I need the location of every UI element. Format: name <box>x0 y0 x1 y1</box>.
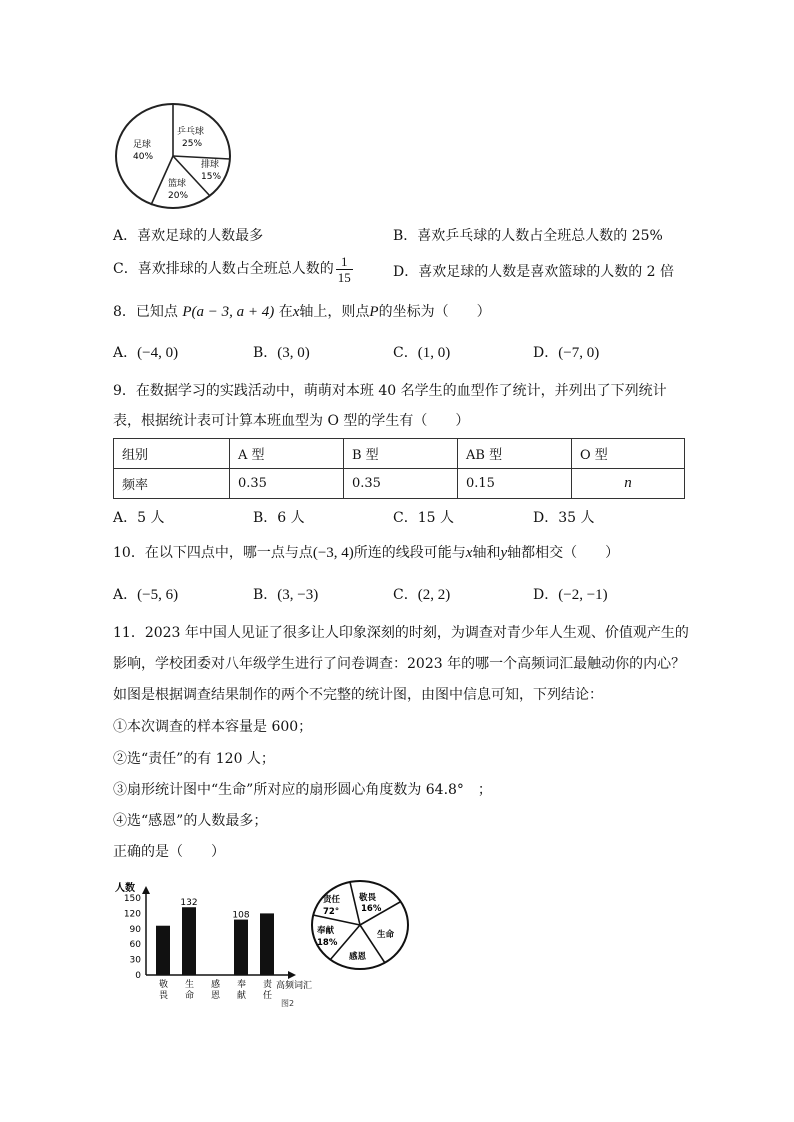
bar-责任 <box>260 913 274 975</box>
pie1-label-football: 足球 <box>133 140 152 150</box>
q10-option-b[interactable]: B．(3, −3) <box>253 587 319 603</box>
pie2-pct-dedication: 18% <box>317 938 338 948</box>
q10-option-a[interactable]: A．(−5, 6) <box>113 587 179 603</box>
bar-chart-keywords <box>113 876 313 1016</box>
q10-stem: 10．在以下四点中，哪一点与点(−3, 4)所连的线段可能与x轴和y轴都相交（ ） <box>113 545 620 561</box>
bar-category-label: 敬畏 <box>159 980 169 1001</box>
bar-x-axis-label <box>276 979 312 1008</box>
pie-chart-sports <box>113 100 235 212</box>
table-cell: O 型 <box>572 439 685 469</box>
q7-option-a[interactable]: A．喜欢足球的人数最多 <box>113 228 264 244</box>
q11-stem-line2: 影响，学校团委对八年级学生进行了问卷调查：2023 年的哪一个高频词汇最触动你的内心？ <box>113 656 686 672</box>
bar-y-tick-label: 120 <box>123 909 141 920</box>
svg-text:高频词汇: 高频词汇 <box>276 981 313 991</box>
bar-生命 <box>182 907 196 975</box>
q11-statement-4: ④选“感恩”的人数最多； <box>113 813 268 829</box>
q7-option-b[interactable]: B．喜欢乒乓球的人数占全班总人数的 25% <box>393 228 663 244</box>
q11-stem-line1: 11．2023 年中国人见证了很多让人印象深刻的时刻，为调查对青少年人生观、价值观产生的 <box>113 625 689 641</box>
pie1-pct-volleyball: 15% <box>201 172 222 182</box>
pie1-pct-pingpong: 25% <box>182 139 203 149</box>
q9-option-b[interactable]: B．6 人 <box>253 510 305 526</box>
table-cell: A 型 <box>230 439 344 469</box>
svg-text:图2: 图2 <box>281 999 295 1008</box>
bar-category-label: 责任 <box>263 980 273 1001</box>
q10-option-d[interactable]: D．(−2, −1) <box>533 587 608 603</box>
q8-option-b[interactable]: B．(3, 0) <box>253 345 310 361</box>
bar-y-tick-label: 60 <box>129 940 141 951</box>
table-row <box>114 469 685 499</box>
pie1-pct-basketball: 20% <box>168 191 189 201</box>
q8-point: P(a − 3, a + 4) <box>182 304 275 320</box>
q9-stem-line2: 表，根据统计表可计算本班血型为 O 型的学生有（ ） <box>113 413 470 429</box>
table-cell: B 型 <box>344 439 458 469</box>
pie-chart-keywords <box>307 876 417 972</box>
pie1-label-pingpong: 乒乓球 <box>177 127 205 137</box>
q8-option-d[interactable]: D．(−7, 0) <box>533 345 600 361</box>
bar-y-tick-label: 30 <box>129 955 141 966</box>
bar-categories <box>159 978 273 1001</box>
x-axis-arrow-icon <box>288 971 296 979</box>
fraction-one-fifteenth: $\frac{1}{15}$ <box>337 253 351 285</box>
pie1-pct-football: 40% <box>133 152 154 162</box>
q8-option-a[interactable]: A．(−4, 0) <box>113 345 179 361</box>
q7-option-d[interactable]: D．喜欢足球的人数是喜欢篮球的人数的 2 倍 <box>393 264 675 280</box>
table-cell: 频率 <box>114 469 230 499</box>
q8-stem: 8．已知点 P(a − 3, a + 4) 在x轴上，则点P的坐标为（ ） <box>113 304 491 320</box>
q9-stem-line1: 9．在数据学习的实践活动中，萌萌对本班 40 名学生的血型作了统计，并列出了下列统计 <box>113 383 667 399</box>
pie2-label-responsibility: 责任 <box>323 895 341 905</box>
q7-option-c-text: C．喜欢排球的人数占全班总人数的 <box>113 261 334 277</box>
q11-stem-line3: 如图是根据调查结果制作的两个不完整的统计图，由图中信息可知，下列结论： <box>113 687 603 703</box>
pie2-label-gratitude: 感恩 <box>349 952 367 962</box>
bar-y-tick-label: 90 <box>129 924 141 935</box>
table-cell: n <box>572 469 685 499</box>
bar-y-tick-label: 150 <box>123 894 141 904</box>
pie2-label-awe: 敬畏 <box>359 893 377 903</box>
pie1-label-volleyball: 排球 <box>201 160 220 170</box>
q9-option-a[interactable]: A．5 人 <box>113 510 165 526</box>
q11-statement-2: ②选“责任”的有 120 人； <box>113 751 275 767</box>
bar-y-axis-label: 人数 <box>115 883 135 894</box>
table-cell: 0.15 <box>458 469 572 499</box>
table-header-row <box>114 439 685 469</box>
bar-value-label: 108 <box>232 910 250 921</box>
table-cell: AB 型 <box>458 439 572 469</box>
pie2-label-life: 生命 <box>377 930 395 940</box>
bar-value-label: 132 <box>180 898 198 909</box>
q11-statement-1: ①本次调查的样本容量是 600； <box>113 719 313 735</box>
bar-y-tick-label: 0 <box>135 971 141 981</box>
blood-type-table <box>113 438 685 499</box>
pie2-pct-awe: 16% <box>361 904 382 914</box>
bar-敬畏 <box>156 926 170 975</box>
pie1-label-basketball: 篮球 <box>168 179 187 189</box>
table-cell: 组别 <box>114 439 230 469</box>
bar-y-ticks <box>124 894 141 981</box>
q7-option-c[interactable] <box>113 252 355 286</box>
q11-question: 正确的是（ ） <box>113 844 225 860</box>
table-cell: 0.35 <box>230 469 344 499</box>
y-axis-arrow-icon <box>142 886 150 894</box>
q11-statement-3: ③扇形统计图中“生命”所对应的扇形圆心角度数为 64.8° ； <box>113 782 492 798</box>
q8-option-c[interactable]: C．(1, 0) <box>393 345 451 361</box>
pie2-pct-responsibility: 72° <box>323 907 340 917</box>
q10-option-c[interactable]: C．(2, 2) <box>393 587 451 603</box>
bar-marks <box>156 898 274 975</box>
bar-奉献 <box>234 920 248 975</box>
q9-option-d[interactable]: D．35 人 <box>533 510 595 526</box>
q9-option-c[interactable]: C．15 人 <box>393 510 454 526</box>
bar-category-label: 奉献 <box>237 980 247 1001</box>
table-cell: 0.35 <box>344 469 458 499</box>
bar-category-label: 感恩 <box>211 980 221 1001</box>
pie2-label-dedication: 奉献 <box>317 926 335 936</box>
bar-category-label: 生命 <box>185 980 195 1001</box>
